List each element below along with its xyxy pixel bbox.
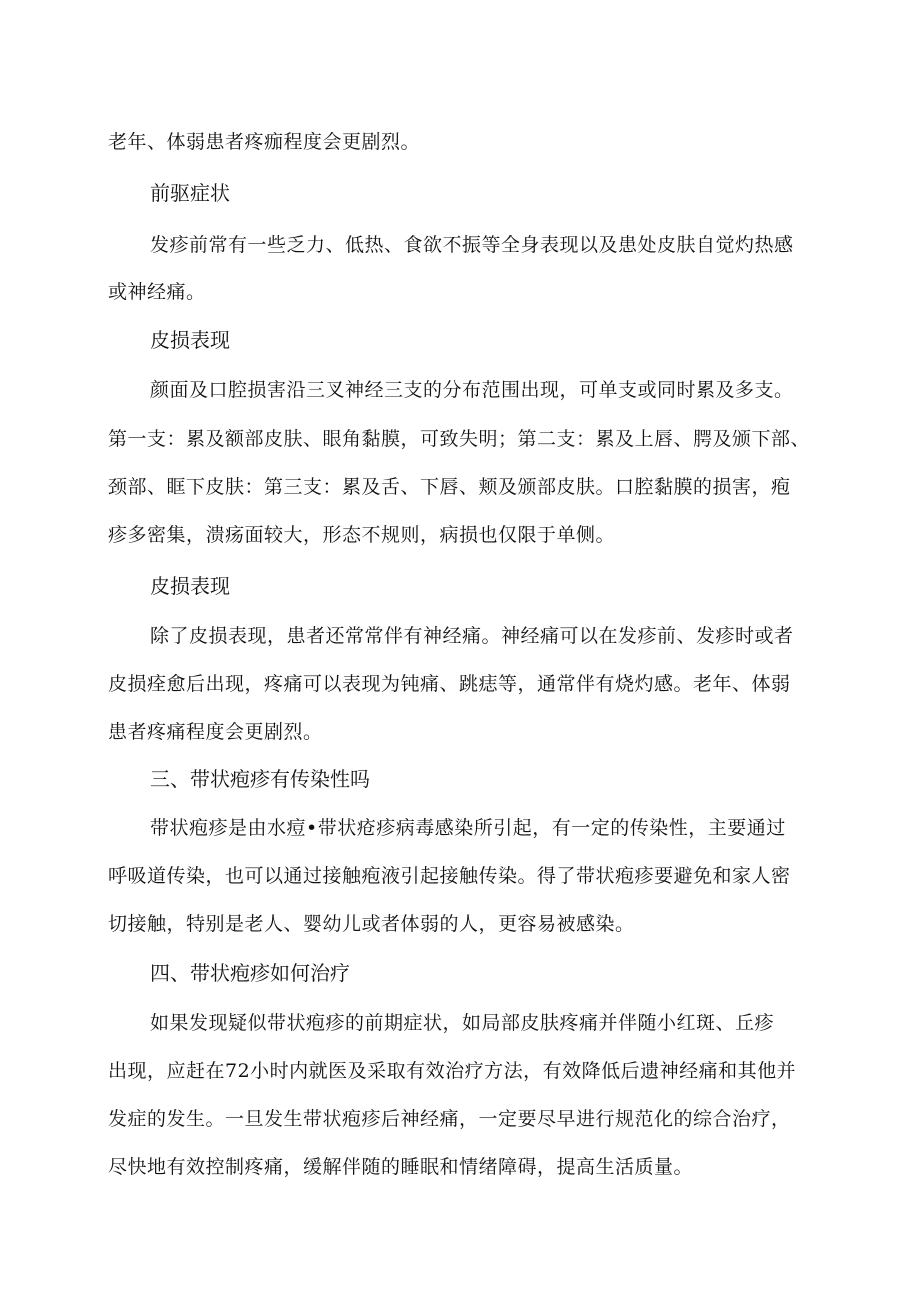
contagion-paragraph-line: 切接触，特别是老人、婴幼儿或者体弱的人，更容易被感染。 (108, 913, 635, 935)
prodromal-paragraph-line: 发疹前常有一些乏力、低热、食欲不振等全身表现以及患处皮肤自觉灼热感 (150, 234, 794, 256)
treatment-paragraph-line: 尽快地有效控制疼痛，缓解伴随的睡眠和情绪障碍，提高生活质量。 (108, 1156, 694, 1178)
prodromal-heading: 前驱症状 (150, 181, 230, 205)
treatment-paragraph-line: 出现，应赶在72小时内就医及采取有效治疗方法，有效降低后遗神经痛和其他并 (108, 1060, 797, 1082)
neuralgia-paragraph-line: 除了皮损表现，患者还常常伴有神经痛。神经痛可以在发疹前、发疹时或者 (150, 625, 794, 647)
treatment-paragraph-line: 发症的发生。一旦发生带状疱疹后神经痛，一定要尽早进行规范化的综合治疗， (108, 1108, 791, 1130)
neuralgia-paragraph-line: 皮损痊愈后出现，疼痛可以表现为钝痛、跳痣等，通常伴有烧灼感。老年、体弱 (108, 673, 791, 695)
contagion-paragraph-line: 带状疱疹是由水痘•带状疮疹病毒感染所引起，有一定的传染性，主要通过 (150, 817, 786, 839)
neuralgia-paragraph-line: 患者疼痛程度会更剧烈。 (108, 721, 323, 743)
treatment-paragraph-line: 如果发现疑似带状疱疹的前期症状，如局部皮肤疼痛并伴随小红斑、丘疹 (150, 1012, 775, 1034)
treatment-heading: 四、带状疱疹如何治疗 (150, 961, 350, 985)
skin-lesion-heading: 皮损表现 (150, 328, 230, 352)
contagion-heading: 三、带状疱疹有传染性吗 (150, 767, 370, 791)
prodromal-paragraph-line: 或神经痛。 (108, 281, 206, 303)
intro-paragraph-line: 老年、体弱患者疼痂程度会更剧烈。 (108, 131, 421, 153)
skin-lesion-paragraph-line: 颜面及口腔损害沿三叉神经三支的分布范围出现，可单支或同时累及多支。 (150, 379, 794, 401)
skin-lesion-paragraph-line: 第一支：累及额部皮肤、眼角黏膜，可致失明；第二支：累及上唇、腭及颁下部、 (108, 428, 811, 450)
neuralgia-heading: 皮损表现 (150, 574, 230, 598)
skin-lesion-paragraph-line: 疹多密集，溃疡面较大，形态不规则，病损也仅限于单侧。 (108, 524, 616, 546)
skin-lesion-paragraph-line: 颈部、眶下皮肤：第三支：累及舌、下唇、颊及颁部皮肤。口腔黏膜的损害，疱 (108, 476, 791, 498)
contagion-paragraph-line: 呼吸道传染，也可以通过接触疱液引起接触传染。得了带状疱疹要避免和家人密 (108, 865, 791, 887)
